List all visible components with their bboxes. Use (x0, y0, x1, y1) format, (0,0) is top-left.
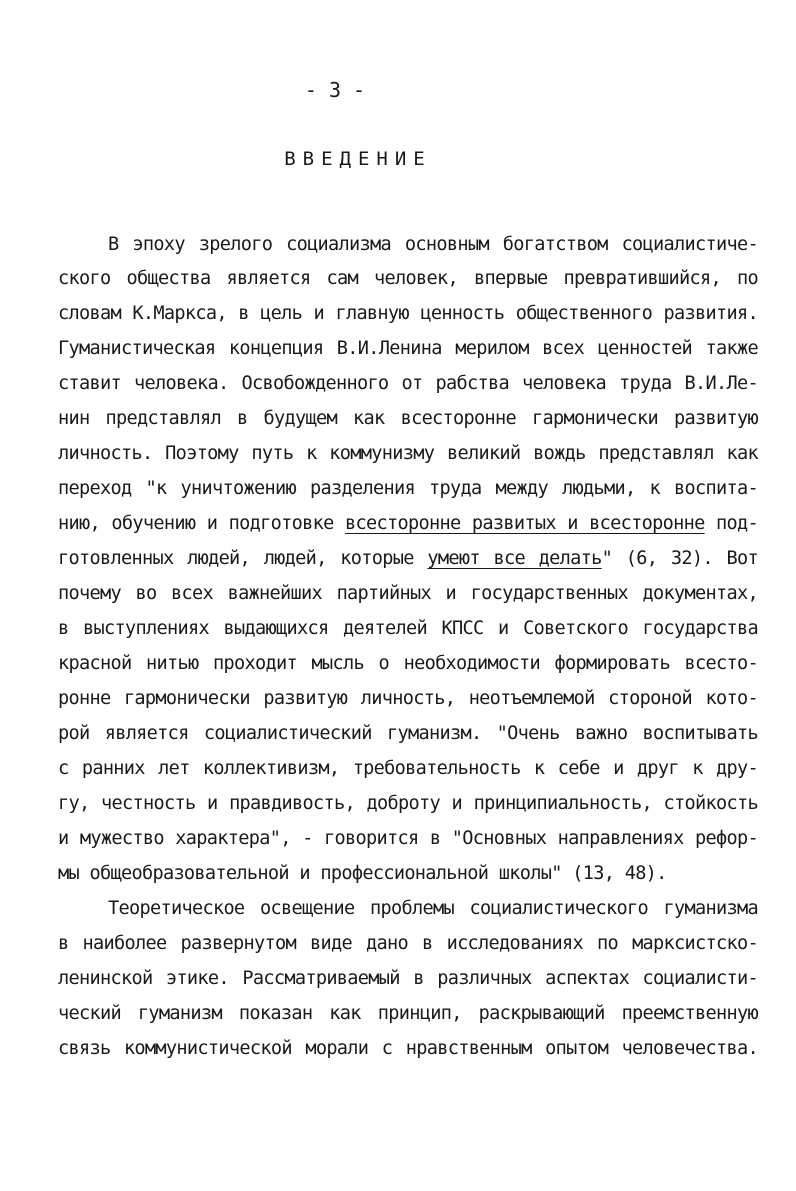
text-line: личность. Поэтому путь к коммунизму великий вождь представлял как (58, 443, 758, 464)
text-line: Теоретическое освещение проблемы социалистического гуманизма (108, 898, 758, 919)
text-line (58, 509, 758, 539)
text-line: ского общества является сам человек, впервые превратившийся, по (58, 268, 758, 289)
section-heading: ВВЕДЕНИЕ (284, 148, 432, 170)
text-line: ставит человека. Освобожденного от рабства человека труда В.И.Ле- (58, 373, 758, 394)
text-segment: под- (704, 513, 758, 534)
text-line: связь коммунистической морали с нравственным опытом человечества. (58, 1038, 758, 1059)
text-segment: " (6, 32). Вот (601, 548, 758, 569)
text-line: с ранних лет коллективизм, требовательность к себе и друг к дру- (58, 758, 758, 779)
text-line: мы общеобразовательной и профессиональной школы" (13, 48). (58, 863, 667, 884)
text-line: Гуманистическая концепция В.И.Ленина мерилом всех ценностей также (58, 338, 758, 359)
text-line: и мужество характера", - говорится в "Основных направлениях рефор- (58, 828, 758, 849)
page-number: - 3 - (304, 78, 366, 102)
underlined-text: умеют все делать (427, 548, 602, 569)
text-line: словам К.Маркса, в цель и главную ценность общественного развития. (58, 303, 758, 324)
text-line: гу, честность и правдивость, доброту и принципиальность, стойкость (58, 793, 758, 814)
text-line: переход "к уничтожению разделения труда между людьми, к воспита- (58, 478, 758, 499)
text-line: нин представлял в будущем как всесторонне гармонически развитую (58, 408, 758, 429)
text-line: ческий гуманизм показан как принцип, раскрывающий преемственную (58, 1003, 758, 1024)
text-line: рой является социалистический гуманизм. "Очень важно воспитывать (58, 723, 758, 744)
text-line: почему во всех важнейших партийных и государственных документах, (58, 583, 758, 604)
text-line: ленинской этике. Рассматриваемый в различных аспектах социалисти- (58, 968, 758, 989)
text-line: красной нитью проходит мысль о необходимости формировать всесто- (58, 653, 758, 674)
text-line: в наиболее развернутом виде дано в исследованиях по марксистско- (58, 933, 758, 954)
text-line (58, 544, 758, 574)
text-segment: нию, обучению и подготовке (58, 513, 346, 534)
text-segment: готовленных людей, людей, которые (58, 548, 428, 569)
text-line: в выступлениях выдающихся деятелей КПСС и Советского государства (58, 618, 758, 639)
underlined-text: всесторонне развитых и всесторонне (345, 513, 705, 534)
text-line: ронне гармонически развитую личность, неотъемлемой стороной кото- (58, 688, 758, 709)
text-line: В эпоху зрелого социализма основным богатством социалистиче- (108, 234, 758, 255)
